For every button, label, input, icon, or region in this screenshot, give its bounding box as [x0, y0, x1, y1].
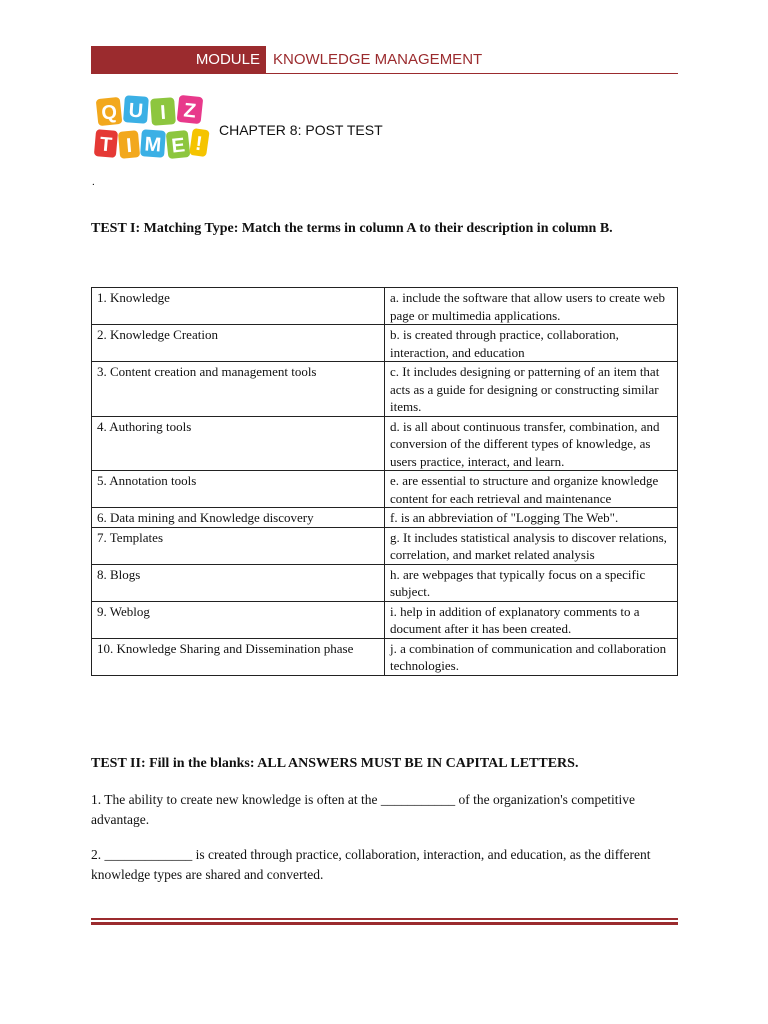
- table-row: [92, 564, 678, 601]
- table-row: [92, 601, 678, 638]
- column-b-description: d. is all about continuous transfer, combination, and conversion of the different types of knowledge, as users practice, interact, and learn.: [385, 416, 678, 471]
- column-a-term: 3. Content creation and management tools: [92, 362, 385, 417]
- test2-heading: TEST II: Fill in the blanks: ALL ANSWERS MUST BE IN CAPITAL LETTERS.: [91, 756, 579, 771]
- module-header: [91, 46, 678, 74]
- module-label: MODULE: [91, 46, 266, 74]
- table-row: [92, 508, 678, 528]
- logo-letter: E: [170, 134, 186, 158]
- table-row: [92, 325, 678, 362]
- column-b-description: c. It includes designing or patterning of an item that acts as a guide for designing or constructing similar items.: [385, 362, 678, 417]
- column-a-term: 7. Templates: [92, 527, 385, 564]
- footer-divider: [91, 922, 678, 925]
- logo-letter: M: [143, 133, 162, 157]
- column-a-term: 8. Blogs: [92, 564, 385, 601]
- table-row: [92, 416, 678, 471]
- logo-letter: !: [193, 132, 204, 156]
- fill-blank-item: 1. The ability to create new knowledge is often at the ___________ of the organization's competitive advantage.: [91, 792, 636, 827]
- stray-dot: .: [92, 176, 95, 188]
- logo-letter: Q: [100, 101, 119, 125]
- column-b-description: j. a combination of communication and collaboration technologies.: [385, 638, 678, 675]
- column-b-description: i. help in addition of explanatory comments to a document after it has been created.: [385, 601, 678, 638]
- chapter-title: CHAPTER 8: POST TEST: [219, 122, 383, 138]
- logo-letter: U: [127, 99, 144, 123]
- column-a-term: 1. Knowledge: [92, 288, 385, 325]
- column-b-description: g. It includes statistical analysis to discover relations, correlation, and market related analysis: [385, 527, 678, 564]
- table-row: [92, 638, 678, 675]
- table-row: [92, 288, 678, 325]
- column-b-description: b. is created through practice, collaboration, interaction, and education: [385, 325, 678, 362]
- logo-letter: I: [159, 101, 167, 125]
- quiz-time-logo: [93, 94, 211, 162]
- column-a-term: 10. Knowledge Sharing and Dissemination phase: [92, 638, 385, 675]
- header-divider: [266, 73, 678, 74]
- column-b-description: a. include the software that allow users to create web page or multimedia applications.: [385, 288, 678, 325]
- logo-letter: I: [125, 134, 133, 158]
- column-a-term: 6. Data mining and Knowledge discovery: [92, 508, 385, 528]
- column-a-term: 2. Knowledge Creation: [92, 325, 385, 362]
- logo-letter: T: [98, 133, 113, 157]
- column-a-term: 4. Authoring tools: [92, 416, 385, 471]
- fill-blank-item: 2. _____________ is created through practice, collaboration, interaction, and education, as the different knowledge types are shared and converted.: [91, 847, 651, 882]
- test1-instruction: TEST I: Matching Type: Match the terms in column A to their description in column B.: [91, 221, 613, 236]
- footer-divider: [91, 918, 678, 920]
- module-title: KNOWLEDGE MANAGEMENT: [273, 51, 483, 68]
- table-row: [92, 362, 678, 417]
- column-b-description: f. is an abbreviation of "Logging The Web".: [385, 508, 678, 528]
- logo-letter: Z: [182, 99, 198, 123]
- column-a-term: 9. Weblog: [92, 601, 385, 638]
- matching-table: [91, 287, 678, 676]
- column-b-description: h. are webpages that typically focus on a specific subject.: [385, 564, 678, 601]
- table-row: [92, 471, 678, 508]
- table-row: [92, 527, 678, 564]
- column-a-term: 5. Annotation tools: [92, 471, 385, 508]
- column-b-description: e. are essential to structure and organize knowledge content for each retrieval and maintenance: [385, 471, 678, 508]
